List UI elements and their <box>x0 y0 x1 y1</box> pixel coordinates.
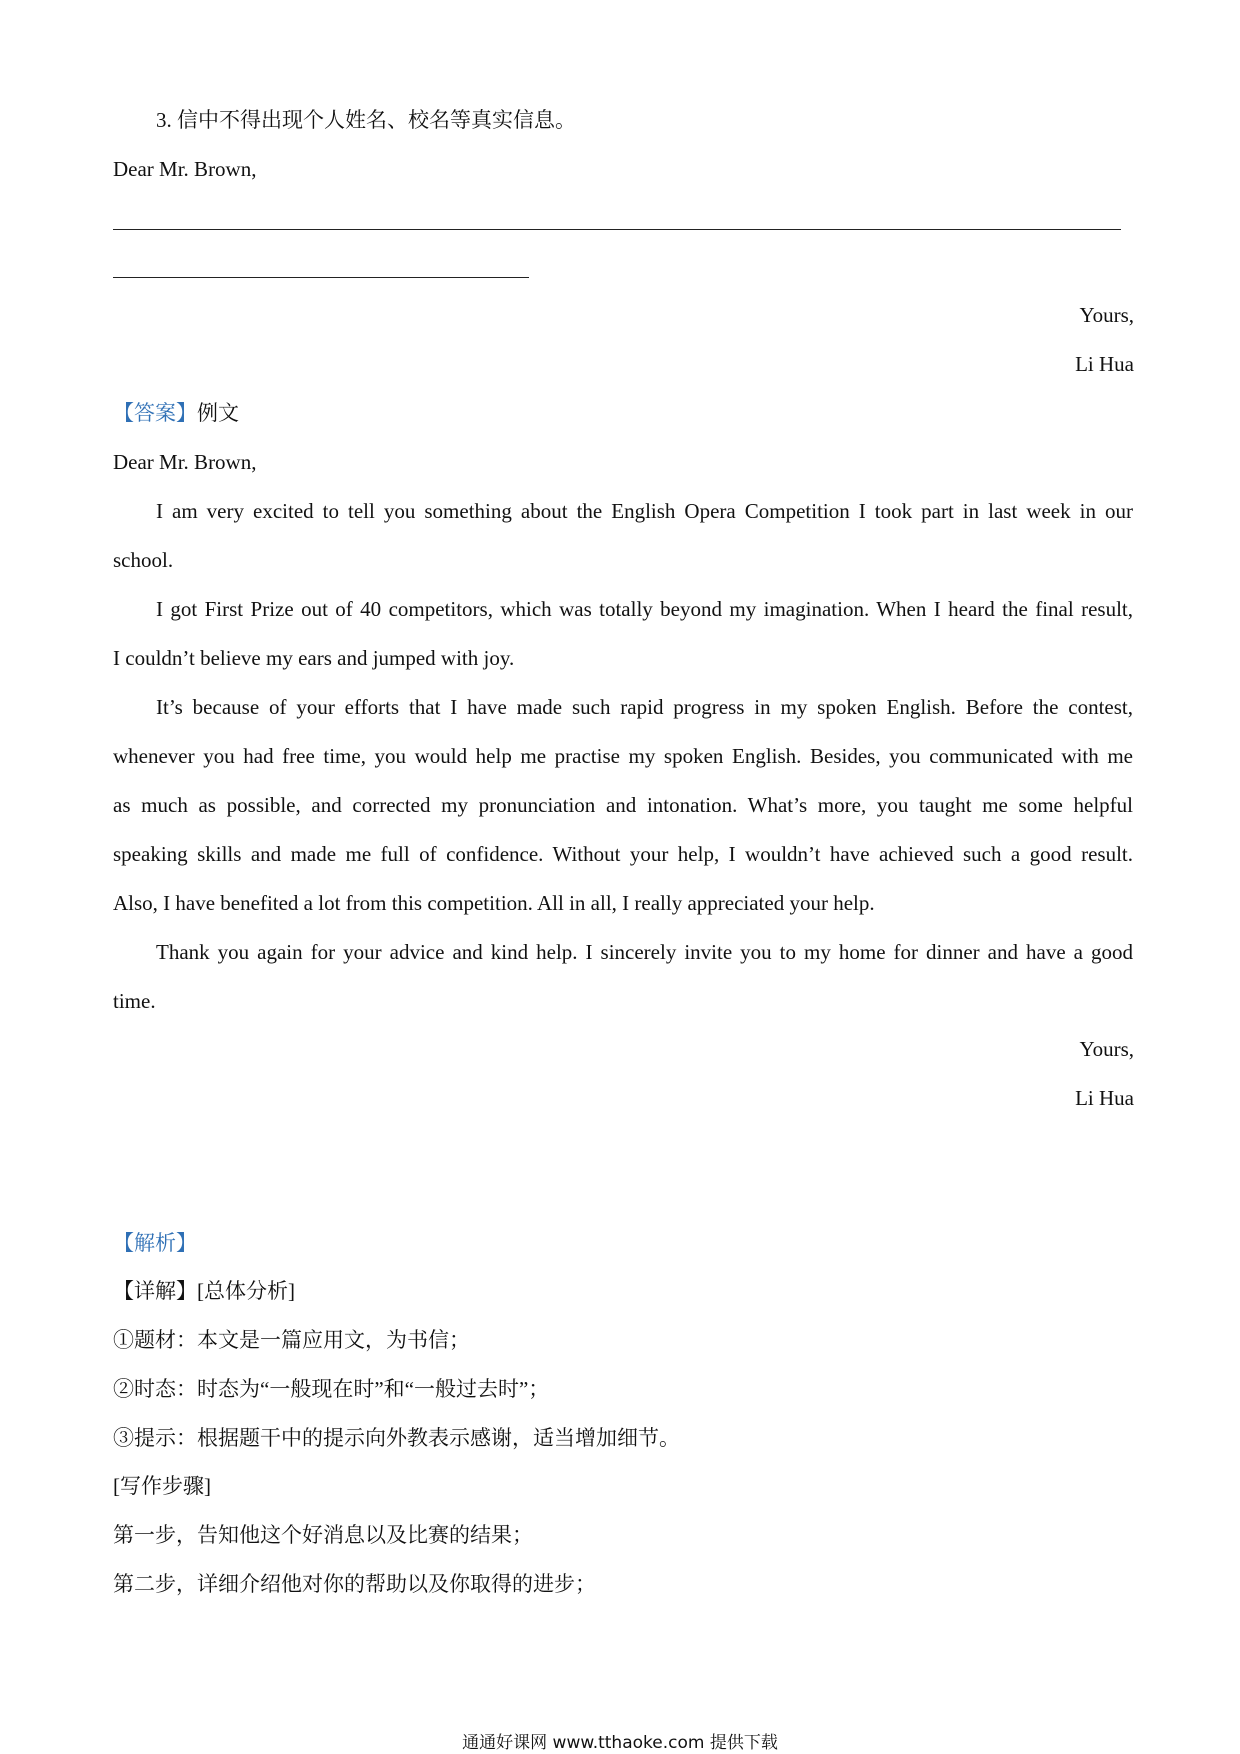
answer-label: 例文 <box>197 401 239 425</box>
answer-paragraph-2-line-1: I got First Prize out of 40 competitors, which was totally beyond my imagination. When I heard the final result, <box>156 597 1133 621</box>
answer-paragraph-1-line-1: I am very excited to tell you something about the English Opera Competition I took part in last week in our <box>156 499 1133 523</box>
answer-heading <box>113 399 1133 427</box>
question-salutation: Dear Mr. Brown, <box>113 157 257 181</box>
answer-paragraph-3-line-4: speaking skills and made me full of confidence. Without your help, I wouldn’t have achieved such a good result. <box>113 842 1133 866</box>
answer-blank-line-2 <box>113 277 529 278</box>
detail-tag: 【详解】 <box>113 1279 197 1303</box>
answer-paragraph-4-line-1: Thank you again for your advice and kind help. I sincerely invite you to my home for dinner and have a good <box>156 940 1133 964</box>
requirement-3: 3. 信中不得出现个人姓名、校名等真实信息。 <box>156 108 576 132</box>
analysis-item-2: ②时态：时态为“一般现在时”和“一般过去时”； <box>113 1377 550 1401</box>
answer-salutation: Dear Mr. Brown, <box>113 450 257 474</box>
page-footer: 通通好课网 www.tthaoke.com 提供下载 <box>462 1733 778 1753</box>
analysis-item-3: ③提示：根据题干中的提示向外教表示感谢，适当增加细节。 <box>113 1426 680 1450</box>
step-2: 第二步，详细介绍他对你的帮助以及你取得的进步； <box>113 1572 596 1596</box>
analysis-item-1: ①题材：本文是一篇应用文，为书信； <box>113 1328 470 1352</box>
steps-title: [写作步骤] <box>113 1474 211 1498</box>
answer-blank-line-1 <box>113 229 1121 230</box>
answer-paragraph-1-line-2: school. <box>113 548 174 572</box>
question-signature: Li Hua <box>1075 352 1134 376</box>
question-closing: Yours, <box>1079 303 1134 327</box>
step-1: 第一步，告知他这个好消息以及比赛的结果； <box>113 1523 533 1547</box>
answer-paragraph-3-line-2: whenever you had free time, you would help me practise my spoken English. Besides, you communicated with me <box>113 744 1133 768</box>
analysis-tag: 【解析】 <box>113 1231 197 1255</box>
detail-heading <box>113 1277 1133 1305</box>
answer-closing: Yours, <box>1079 1037 1134 1061</box>
answer-paragraph-3-line-5: Also, I have benefited a lot from this competition. All in all, I really appreciated your help. <box>113 891 875 915</box>
answer-tag: 【答案】 <box>113 401 197 425</box>
answer-paragraph-4-line-2: time. <box>113 989 156 1013</box>
answer-paragraph-3-line-1: It’s because of your efforts that I have made such rapid progress in my spoken English. Before the contest, <box>156 695 1133 719</box>
detail-title: [总体分析] <box>197 1279 295 1303</box>
answer-signature: Li Hua <box>1075 1086 1134 1110</box>
answer-paragraph-2-line-2: I couldn’t believe my ears and jumped with joy. <box>113 646 515 670</box>
answer-paragraph-3-line-3: as much as possible, and corrected my pronunciation and intonation. What’s more, you taught me some helpful <box>113 793 1133 817</box>
